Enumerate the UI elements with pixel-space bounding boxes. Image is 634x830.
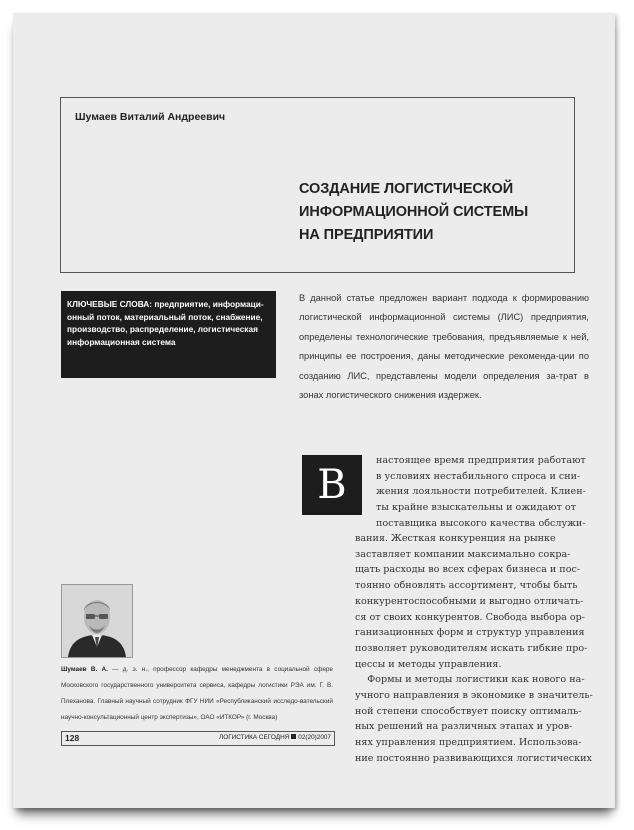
body-line: нях управления предприятием. Использова-: [355, 737, 582, 749]
body-line: ние постоянно развивающихся логистических: [355, 752, 592, 764]
keywords-line: информационная система: [67, 336, 176, 347]
keywords-line: онный поток, материальный поток, снабжение,: [67, 311, 263, 322]
bio-name: Шумаев В. А.: [61, 666, 108, 673]
body-line: ся от своих конкурентов. Свобода выбора ор-: [355, 611, 586, 623]
bio-text: — д. э. н., профессор кафедры менеджмента в социальной сфере Московского государственного университета сервиса, кафедры логистики РЭА им. Г. В. Плеханова. Главный научный сотрудник ФГУ НИИ «Республиканский исследо-вательский научно-консультационный центр экспертизы», ОАО «ИТКОР» (г. Москва): [61, 666, 333, 721]
author-name: Шумаев Виталий Андреевич: [75, 111, 226, 123]
journal-issue: [219, 734, 331, 741]
body-text-indented: [376, 453, 586, 532]
body-line: в условиях нестабильного спроса и сни-: [376, 470, 581, 482]
dropcap-box: [302, 455, 362, 515]
article-header-box: [60, 97, 575, 273]
abstract: В данной статье предложен вариант подхода к формированию логистической информационной системы (ЛИС) предприятия, определены технологические требования, предъявляемые к ней, принципы ее построения, даны методические рекоменда-ции по созданию ЛИС, представлены модели определения за-трат в зонах логистического снижения издержек.: [299, 293, 589, 401]
body-line: ной степени способствует поиску оптималь-: [355, 705, 582, 717]
body-line: заставляет компании максимально сокра-: [355, 548, 571, 560]
body-line: позволяет руководителям искать гибкие про-: [355, 642, 588, 654]
author-photo: [61, 584, 133, 658]
keywords-line: производство, распределение, логистическая: [67, 324, 258, 335]
body-text: [355, 531, 593, 767]
page-footer: [61, 731, 335, 746]
title-line: НА ПРЕДПРИЯТИИ: [299, 227, 434, 243]
body-line: поставщика высокого качества обслужи-: [376, 517, 586, 529]
body-line: жения лояльности потребителей. Клиен-: [376, 486, 586, 498]
body-line: ганизационных форм и структур управления: [355, 627, 585, 639]
body-line: настоящее время предприятия работают: [376, 455, 586, 466]
page-number: 128: [65, 733, 80, 743]
keywords-box: [61, 291, 276, 378]
body-line: учного направления в экономике в значитель-: [355, 690, 593, 702]
dropcap-letter: В: [317, 462, 347, 508]
author-portrait-icon: [62, 585, 132, 657]
body-line: ных решений на различных этапах и уров-: [355, 721, 573, 733]
keywords-text: [67, 298, 272, 348]
body-line: цессы и методы управления.: [355, 658, 502, 670]
body-line: вания. Жесткая конкуренция на рынке: [355, 533, 556, 544]
title-line: ИНФОРМАЦИОННОЙ СИСТЕМЫ: [299, 204, 529, 220]
title-line: СОЗДАНИЕ ЛОГИСТИЧЕСКОЙ: [299, 181, 514, 197]
keywords-line: КЛЮЧЕВЫЕ СЛОВА: предприятие, информаци-: [67, 299, 264, 309]
article-title: [299, 178, 559, 247]
journal-name: ЛОГИСТИКА СЕГОДНЯ: [219, 734, 290, 741]
body-line: ты крайне взыскательны и ожидают от: [376, 502, 576, 514]
body-line: тоянно обновлять ассортимент, чтобы быть: [355, 580, 578, 592]
author-bio: [61, 662, 333, 726]
body-line: щать расходы во всех сферах бизнеса и пос-: [355, 564, 581, 576]
square-bullet-icon: [291, 734, 296, 739]
journal-page: [13, 13, 615, 808]
body-line: конкурентоспособными и выгодно отличать-: [355, 595, 584, 607]
issue-number: 02(20)2007: [298, 734, 331, 741]
body-line: Формы и методы логистики как нового на-: [355, 674, 585, 686]
